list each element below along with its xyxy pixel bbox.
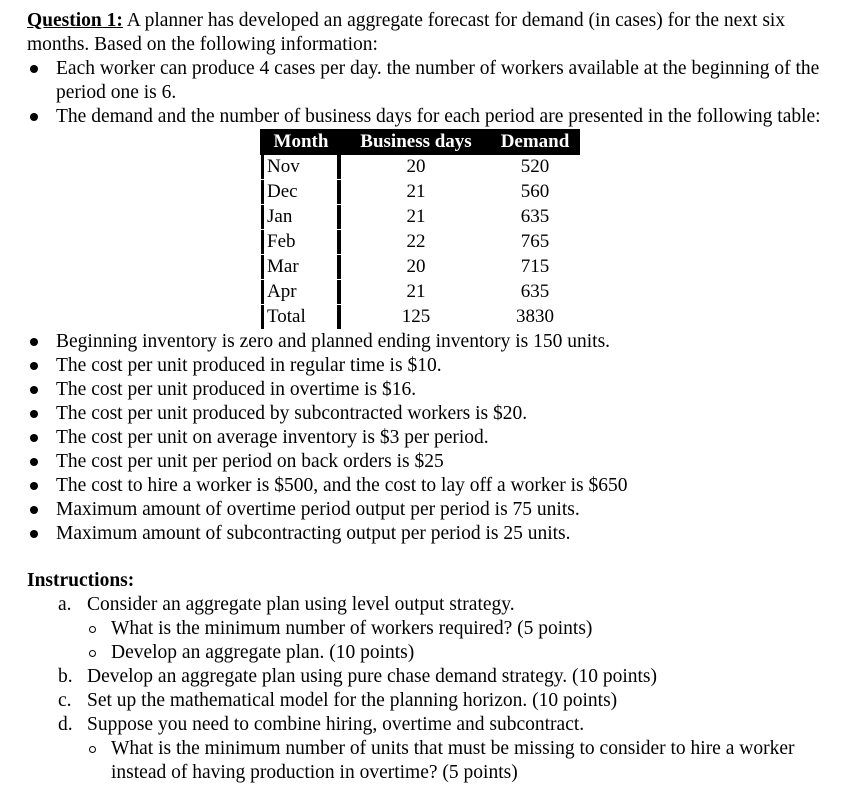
demand-cell: 520 [491, 155, 580, 180]
table-row [261, 230, 580, 255]
bullet-item: The cost to hire a worker is $500, and the cost to lay off a worker is $650 [27, 474, 827, 498]
instruction-letter: c. [58, 690, 72, 711]
instructions-section [27, 569, 827, 785]
demand-cell: 715 [491, 255, 580, 280]
bullet-item: Maximum amount of overtime period output per period is 75 units. [27, 498, 827, 522]
instruction-item [58, 593, 827, 665]
month-label: Jan [264, 205, 337, 229]
instruction-text: Suppose you need to combine hiring, overtime and subcontract. [87, 714, 585, 735]
table-row [261, 180, 580, 205]
month-cell [261, 305, 342, 330]
sub-instruction-list [87, 617, 827, 665]
sub-instruction-item: What is the minimum number of workers required? (5 points) [89, 617, 827, 641]
column-header-demand: Demand [491, 130, 580, 155]
question-text: A planner has developed an aggregate forecast for demand (in cases) for the next six months. Based on the following information: [27, 10, 786, 55]
instruction-item [58, 713, 827, 785]
bullet-item: Beginning inventory is zero and planned ending inventory is 150 units. [27, 330, 827, 354]
column-header-business-days: Business days [342, 130, 491, 155]
table-row [261, 155, 580, 180]
business-days-cell: 125 [342, 305, 491, 330]
table-row [261, 205, 580, 230]
instruction-text: Consider an aggregate plan using level output strategy. [87, 594, 515, 615]
business-days-cell: 21 [342, 180, 491, 205]
instructions-title: Instructions: [27, 570, 135, 591]
bullet-item: The cost per unit produced in overtime is $16. [27, 378, 827, 402]
month-label: Mar [264, 255, 337, 279]
document-page [27, 9, 827, 785]
instruction-letter: a. [58, 594, 72, 615]
bullet-item: Maximum amount of subcontracting output per period is 25 units. [27, 522, 827, 546]
demand-cell: 635 [491, 205, 580, 230]
demand-cell: 635 [491, 280, 580, 305]
sub-instruction-item: Develop an aggregate plan. (10 points) [89, 641, 827, 665]
demand-cell: 3830 [491, 305, 580, 330]
bullet-item: The cost per unit on average inventory is $3 per period. [27, 426, 827, 450]
month-label: Total [264, 305, 337, 329]
instruction-item [58, 665, 827, 689]
question-heading [27, 9, 827, 57]
intro-bullet-list [27, 57, 827, 129]
month-cell [261, 180, 342, 205]
table-row [261, 255, 580, 280]
table-row [261, 280, 580, 305]
table-header-row [261, 130, 580, 155]
month-label: Dec [264, 180, 337, 204]
business-days-cell: 21 [342, 280, 491, 305]
demand-cell: 560 [491, 180, 580, 205]
instruction-letter: b. [58, 666, 73, 687]
bullet-item: Each worker can produce 4 cases per day. the number of workers available at the beginning of the period one is 6. [27, 57, 827, 105]
bullet-item: The demand and the number of business days for each period are presented in the following table: [27, 105, 827, 129]
month-cell [261, 205, 342, 230]
assumption-bullet-list [27, 330, 827, 546]
business-days-cell: 20 [342, 255, 491, 280]
instruction-text: Set up the mathematical model for the planning horizon. (10 points) [87, 690, 618, 711]
month-label: Nov [264, 155, 337, 179]
instruction-letter: d. [58, 714, 73, 735]
instruction-item [58, 689, 827, 713]
demand-cell: 765 [491, 230, 580, 255]
month-cell [261, 280, 342, 305]
sub-instruction-list [87, 737, 827, 785]
business-days-cell: 21 [342, 205, 491, 230]
demand-table [260, 129, 580, 330]
column-header-month: Month [261, 130, 342, 155]
business-days-cell: 22 [342, 230, 491, 255]
bullet-item: The cost per unit per period on back orders is $25 [27, 450, 827, 474]
table-total-row [261, 305, 580, 330]
bullet-item: The cost per unit produced by subcontracted workers is $20. [27, 402, 827, 426]
instructions-list [27, 593, 827, 785]
demand-table-wrapper [260, 129, 590, 330]
sub-instruction-item: What is the minimum number of units that must be missing to consider to hire a worker instead of having production in overtime? (5 points) [89, 737, 827, 785]
question-label: Question 1: [27, 10, 123, 31]
bullet-item: The cost per unit produced in regular time is $10. [27, 354, 827, 378]
month-cell [261, 230, 342, 255]
business-days-cell: 20 [342, 155, 491, 180]
month-cell [261, 155, 342, 180]
month-label: Feb [264, 230, 337, 254]
month-cell [261, 255, 342, 280]
month-label: Apr [264, 280, 337, 304]
instruction-text: Develop an aggregate plan using pure chase demand strategy. (10 points) [87, 666, 658, 687]
